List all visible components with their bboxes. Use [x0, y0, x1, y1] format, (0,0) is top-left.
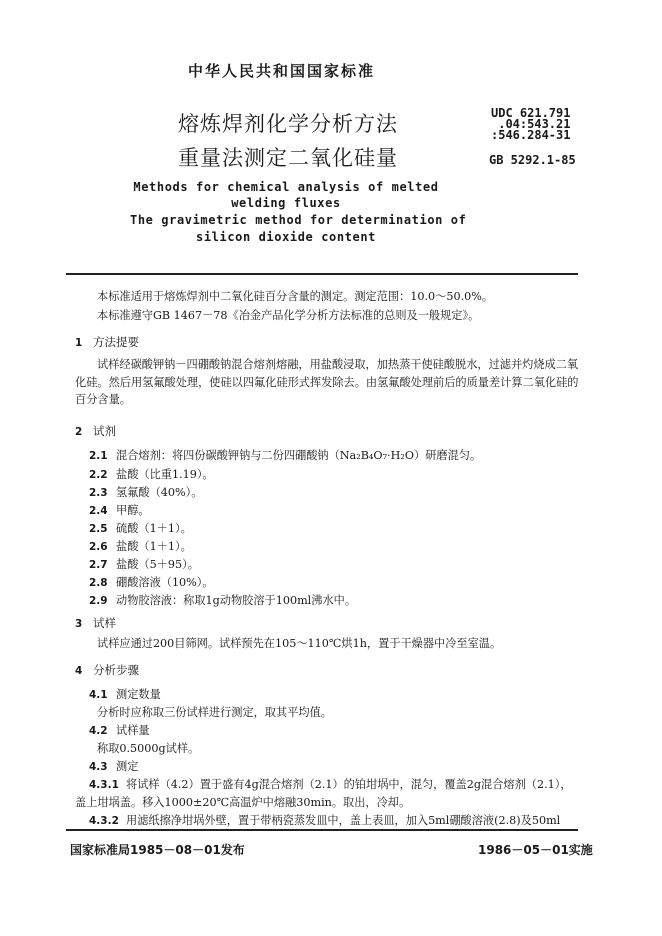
- section-1-number: 1: [75, 337, 83, 349]
- section-4-heading: [75, 662, 139, 678]
- subsection-title: 测定数量: [116, 688, 161, 701]
- subsection-title: 测定: [116, 760, 139, 773]
- reagent-item: [89, 538, 192, 554]
- reagent-text: 盐酸（5＋95）。: [116, 558, 199, 571]
- reagent-item: [89, 556, 199, 572]
- subsection-4-3-heading: [89, 758, 138, 774]
- paragraph-4-3-2: [89, 812, 560, 830]
- udc-line2: .04:543.21: [498, 117, 571, 131]
- udc-line3: :546.284-31: [491, 128, 571, 142]
- reagent-text: 硼酸溶液（10%）。: [116, 576, 214, 589]
- subsection-4-2-heading: [89, 722, 150, 738]
- reagent-text: 甲醇。: [116, 504, 150, 517]
- section-1-heading: [75, 334, 139, 350]
- section-2-heading: [75, 423, 116, 439]
- section-1-text: 试样经碳酸钾钠－四硼酸钠混合熔剂熔融，用盐酸浸取，加热蒸干使硅酸脱水，过滤并灼烧成二氧化硅。然后用氢氟酸处理，使硅以四氟化硅形式挥发除去。由氢氟酸处理前后的质量差计算二氧化硅的百分含量。: [75, 358, 579, 406]
- title-chinese-line1: 熔炼焊剂化学分析方法: [178, 112, 398, 136]
- subsection-number: 4.3: [89, 761, 108, 773]
- reagent-item: [89, 520, 192, 536]
- reagent-text: 混合熔剂：将四份碳酸钾钠与二份四硼酸钠（Na₂B₄O₇·H₂O）研磨混匀。: [116, 449, 482, 462]
- intro-reference: 本标准遵守GB 1467－78《冶金产品化学分析方法标准的总则及一般规定》。: [97, 309, 480, 322]
- reagent-item: [89, 466, 214, 482]
- title-english-line1: Methods for chemical analysis of melted: [133, 180, 439, 194]
- subsection-4-1-heading: [89, 686, 161, 702]
- subsection-4-1-text: 分析时应称取三份试样进行测定，取其平均值。: [97, 706, 332, 719]
- section-1-title: 方法提要: [93, 335, 139, 349]
- intro-scope: 本标准适用于熔炼焊剂中二氧化硅百分含量的测定。测定范围：10.0～50.0%。: [97, 290, 494, 303]
- section-4-number: 4: [75, 665, 83, 677]
- reagent-item: [89, 592, 356, 608]
- reagent-text: 硫酸（1＋1）。: [116, 522, 192, 535]
- subsection-4-2-text: 称取0.5000g试样。: [97, 742, 200, 755]
- reagent-number: 2.7: [89, 559, 108, 571]
- clause-text: 将试样（4.2）置于盛有4g混合熔剂（2.1）的铂坩埚中，混匀，覆盖2g混合熔剂（2.1），: [126, 778, 572, 791]
- reagent-item: [89, 574, 214, 590]
- section-3-heading: [75, 615, 116, 631]
- gb-standard-number: GB 5292.1-85: [489, 153, 576, 167]
- subsection-number: 4.1: [89, 689, 108, 701]
- udc-code: [491, 108, 570, 141]
- reagent-number: 2.9: [89, 595, 108, 607]
- subsection-number: 4.2: [89, 725, 108, 737]
- reagent-text: 盐酸（1＋1）。: [116, 540, 192, 553]
- effective-date: 1986－05－01实施: [478, 843, 593, 857]
- reagent-number: 2.3: [89, 487, 108, 499]
- section-4-title: 分析步骤: [93, 663, 139, 677]
- title-english-line3: The gravimetric method for determination of: [130, 213, 467, 227]
- top-divider: [66, 273, 578, 275]
- clause-text: 用滤纸擦净坩埚外壁，置于带柄瓷蒸发皿中，盖上表皿，加入5ml硼酸溶液(2.8)及50ml: [126, 814, 561, 827]
- reagent-text: 氢氟酸（40%）。: [116, 486, 203, 499]
- udc-line1: UDC 621.791: [491, 106, 571, 120]
- title-english-line4: silicon dioxide content: [196, 230, 376, 244]
- section-2-title: 试剂: [93, 424, 116, 438]
- section-2-number: 2: [75, 426, 83, 438]
- clause-number: 4.3.1: [89, 779, 119, 791]
- reagent-number: 2.8: [89, 577, 108, 589]
- reagent-number: 2.2: [89, 469, 108, 481]
- subsection-title: 试样量: [116, 724, 150, 737]
- reagent-text: 盐酸（比重1.19）。: [116, 468, 214, 481]
- standard-organization: 中华人民共和国国家标准: [188, 62, 376, 80]
- section-3-title: 试样: [93, 616, 116, 630]
- reagent-number: 2.4: [89, 505, 108, 517]
- reagent-number: 2.6: [89, 541, 108, 553]
- reagent-item: [89, 502, 150, 518]
- reagent-item: [89, 484, 202, 500]
- title-chinese-line2: 重量法测定二氧化硅量: [178, 146, 398, 170]
- reagent-number: 2.1: [89, 450, 108, 462]
- reagent-item: [89, 447, 481, 463]
- reagent-number: 2.5: [89, 523, 108, 535]
- section-3-number: 3: [75, 618, 83, 630]
- title-english-line2: welding fluxes: [231, 196, 341, 210]
- section-3-text: 试样应通过200目筛网。试样预先在105～110℃烘1h，置于干燥器中冷至室温。: [97, 637, 502, 650]
- paragraph-4-3-1-line2: 盖上坩埚盖。移入1000±20℃高温炉中熔融30min。取出，冷却。: [75, 796, 411, 809]
- issue-date: 国家标准局1985－08－01发布: [70, 843, 245, 857]
- paragraph-4-3-1-line1: [89, 776, 572, 794]
- bottom-divider: [66, 829, 578, 831]
- reagent-text: 动物胶溶液：称取1g动物胶溶于100ml沸水中。: [116, 594, 357, 607]
- clause-number: 4.3.2: [89, 815, 119, 827]
